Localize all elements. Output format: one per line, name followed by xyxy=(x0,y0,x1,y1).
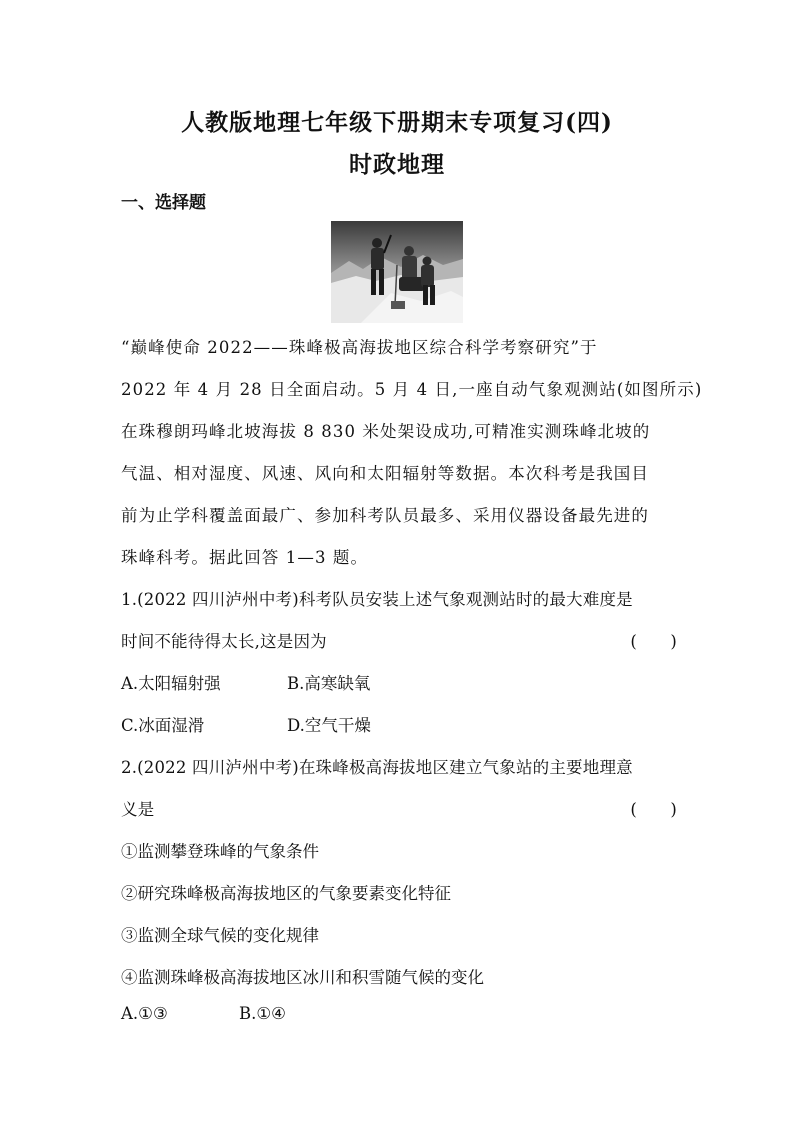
document-title: 人教版地理七年级下册期末专项复习(四) xyxy=(181,109,613,136)
passage-line: 气温、相对湿度、风速、风向和太阳辐射等数据。本次科考是我国目 xyxy=(121,464,649,483)
passage-line: 2022 年 4 月 28 日全面启动。5 月 4 日,一座自动气象观测站(如图所示) xyxy=(121,380,703,399)
question-2-stem-text: 义是 xyxy=(121,800,155,819)
passage-line: 在珠穆朗玛峰北坡海拔 8 830 米处架设成功,可精准实测珠峰北坡的 xyxy=(121,422,651,441)
option-c: C.冰面湿滑 xyxy=(121,716,205,735)
option-b: B.①④ xyxy=(239,1004,286,1023)
option-d: D.空气干燥 xyxy=(287,716,371,735)
passage-line: 前为止学科覆盖面最广、参加科考队员最多、采用仪器设备最先进的 xyxy=(121,506,649,525)
statement-item: ④监测珠峰极高海拔地区冰川和积雪随气候的变化 xyxy=(121,968,484,987)
section-heading: 一、选择题 xyxy=(121,193,206,213)
statement-item: ①监测攀登珠峰的气象条件 xyxy=(121,842,319,861)
question-1-stem-text: 时间不能待得太长,这是因为 xyxy=(121,632,327,651)
option-a: A.太阳辐射强 xyxy=(121,674,221,693)
figure-photo xyxy=(331,221,463,323)
question-2-stem: 2.(2022 四川泸州中考)在珠峰极高海拔地区建立气象站的主要地理意 xyxy=(121,758,633,777)
statement-item: ②研究珠峰极高海拔地区的气象要素变化特征 xyxy=(121,884,451,903)
mountain-climbers-icon xyxy=(331,221,463,323)
answer-blank: ( ) xyxy=(630,632,677,651)
passage-line: “巅峰使命 2022——珠峰极高海拔地区综合科学考察研究”于 xyxy=(121,338,598,357)
document-subtitle: 时政地理 xyxy=(349,151,445,178)
statement-item: ③监测全球气候的变化规律 xyxy=(121,926,319,945)
answer-blank: ( ) xyxy=(630,800,677,819)
question-1-stem-cont xyxy=(121,628,677,652)
option-b: B.高寒缺氧 xyxy=(287,674,371,693)
option-a: A.①③ xyxy=(121,1004,168,1023)
question-2-stem-cont xyxy=(121,796,677,820)
question-1-stem: 1.(2022 四川泸州中考)科考队员安装上述气象观测站时的最大难度是 xyxy=(121,590,633,609)
passage-line: 珠峰科考。据此回答 1—3 题。 xyxy=(121,548,369,567)
